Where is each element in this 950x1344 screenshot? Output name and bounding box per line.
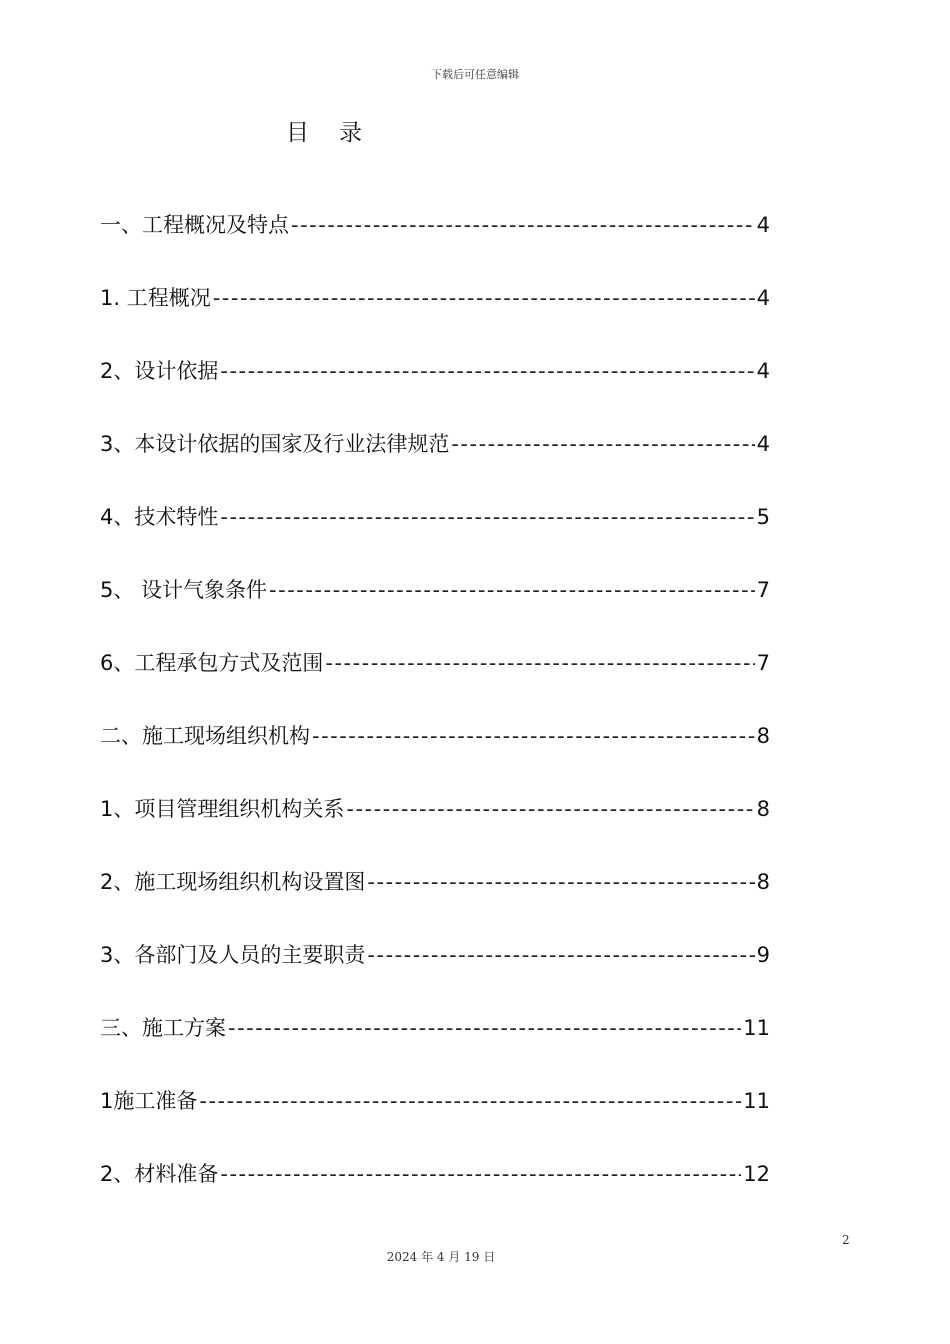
toc-entry-page: 11 (743, 1089, 770, 1113)
toc-entry[interactable] (100, 1083, 770, 1156)
table-of-contents (100, 207, 770, 1229)
toc-leader-dots (199, 1083, 741, 1119)
toc-entry[interactable] (100, 1010, 770, 1083)
toc-entry-label: 4、技术特性 (100, 505, 219, 529)
page-footer-date: 2024 年 4 月 19 日 (386, 1250, 496, 1264)
toc-leader-dots (291, 207, 755, 243)
toc-leader-dots (312, 718, 755, 754)
toc-entry[interactable] (100, 864, 770, 937)
toc-entry-label: 2、设计依据 (100, 359, 219, 383)
toc-entry-page: 8 (756, 797, 770, 821)
toc-leader-dots (213, 280, 755, 316)
toc-entry-page: 9 (756, 943, 770, 967)
toc-entry-label: 6、工程承包方式及范围 (100, 651, 324, 675)
toc-entry[interactable] (100, 1156, 770, 1229)
toc-entry-page: 4 (756, 359, 770, 383)
toc-entry-label: 3、本设计依据的国家及行业法律规范 (100, 432, 450, 456)
toc-entry-page: 12 (743, 1162, 770, 1186)
page-number: 2 (842, 1233, 850, 1247)
toc-entry-label: 5、 设计气象条件 (100, 578, 268, 602)
toc-entry-label: 1施工准备 (100, 1089, 198, 1113)
toc-entry-label: 三、施工方案 (100, 1016, 226, 1040)
toc-entry-label: 3、各部门及人员的主要职责 (100, 943, 366, 967)
toc-entry-label: 1. 工程概况 (100, 286, 211, 310)
toc-entry-page: 4 (756, 432, 770, 456)
toc-entry-page: 4 (756, 213, 770, 237)
toc-leader-dots (220, 353, 754, 389)
toc-entry[interactable] (100, 937, 770, 1010)
toc-entry[interactable] (100, 718, 770, 791)
toc-leader-dots (367, 864, 754, 900)
toc-entry-page: 8 (756, 724, 770, 748)
toc-entry-page: 5 (756, 505, 770, 529)
toc-entry-label: 一、工程概况及特点 (100, 213, 289, 237)
toc-leader-dots (451, 426, 754, 462)
toc-entry-page: 4 (756, 286, 770, 310)
toc-leader-dots (220, 1156, 741, 1192)
toc-entry-label: 2、材料准备 (100, 1162, 219, 1186)
toc-entry-page: 7 (756, 651, 770, 675)
toc-entry[interactable] (100, 499, 770, 572)
toc-entry[interactable] (100, 280, 770, 353)
toc-entry[interactable] (100, 353, 770, 426)
toc-leader-dots (269, 572, 755, 608)
toc-leader-dots (228, 1010, 741, 1046)
toc-entry-label: 2、施工现场组织机构设置图 (100, 870, 366, 894)
toc-leader-dots (220, 499, 754, 535)
page-header: 下载后可任意编辑 (431, 68, 519, 81)
toc-leader-dots (367, 937, 754, 973)
toc-entry-page: 11 (743, 1016, 770, 1040)
toc-entry-page: 8 (756, 870, 770, 894)
toc-entry-label: 二、施工现场组织机构 (100, 724, 310, 748)
toc-entry[interactable] (100, 572, 770, 645)
toc-title: 目录 (286, 120, 392, 146)
toc-entry[interactable] (100, 645, 770, 718)
toc-entry-page: 7 (756, 578, 770, 602)
toc-entry-label: 1、项目管理组织机构关系 (100, 797, 345, 821)
toc-entry[interactable] (100, 791, 770, 864)
toc-entry[interactable] (100, 207, 770, 280)
toc-entry[interactable] (100, 426, 770, 499)
toc-leader-dots (325, 645, 754, 681)
toc-leader-dots (346, 791, 754, 827)
